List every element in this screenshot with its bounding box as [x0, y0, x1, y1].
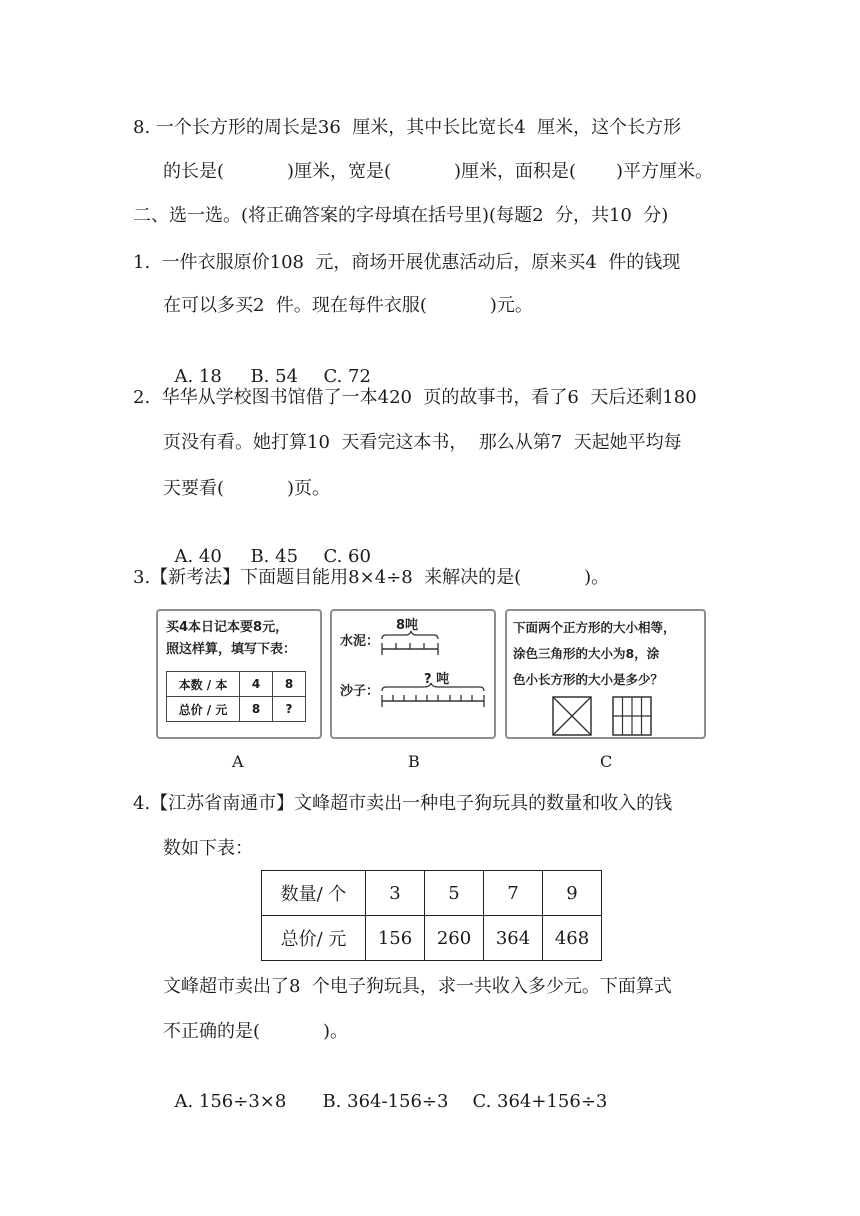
panel-b-row2-label: 沙子：	[340, 684, 380, 699]
table-cell: 3	[366, 871, 425, 916]
q8-line1: 8. 一个长方形的周长是36 厘米，其中长比宽长4 厘米，这个长方形	[133, 117, 682, 138]
panel-c-text1: 下面两个正方形的大小相等，	[513, 620, 676, 635]
table-cell: 7	[484, 871, 543, 916]
figure-label-a: A	[232, 752, 244, 771]
panel-a-table	[166, 671, 306, 722]
panel-a-text1: 买4本日记本要8元，	[166, 620, 289, 635]
q2-option-a: A. 40	[174, 546, 222, 567]
panel-a-cell: 总价 / 元	[167, 697, 240, 722]
q4-line2: 数如下表：	[163, 838, 253, 859]
figure-label-c: C	[600, 752, 613, 771]
q8-line2: 的长是( )厘米，宽是( )厘米，面积是( )平方厘米。	[163, 161, 714, 182]
table-cell: 364	[484, 916, 543, 961]
q1-option-c: C. 72	[323, 366, 371, 387]
q2-line2: 页没有看。她打算10 天看完这本书， 那么从第7 天起她平均每	[163, 432, 682, 453]
table-cell: 9	[543, 871, 602, 916]
q2-option-b: B. 45	[250, 546, 299, 567]
q4-option-b: B. 364-156÷3	[322, 1091, 449, 1112]
figure-label-b: B	[408, 752, 420, 771]
panel-a-cell: 8	[273, 672, 306, 697]
q4-line1: 4.【江苏省南通市】文峰超市卖出一种电子狗玩具的数量和收入的钱	[133, 793, 673, 814]
q3-line1: 3.【新考法】下面题目能用8×4÷8 来解决的是( )。	[133, 567, 610, 588]
table-header-quantity: 数量/ 个	[262, 871, 366, 916]
panel-b-row2-value: ? 吨	[424, 672, 450, 687]
q1-line2: 在可以多买2 件。现在每件衣服( )元。	[163, 295, 533, 316]
panel-c-text3: 色小长方形的大小是多少？	[513, 672, 664, 687]
q4-line4: 不正确的是( )。	[163, 1021, 348, 1042]
q4-option-a: A. 156÷3×8	[174, 1091, 287, 1112]
section2-title: 二、选一选。(将正确答案的字母填在括号里)(每题2 分，共10 分)	[133, 205, 669, 226]
figure-panel-c	[505, 609, 706, 739]
q4-line3: 文峰超市卖出了8 个电子狗玩具，求一共收入多少元。下面算式	[163, 976, 672, 997]
bar-model-diagram	[332, 611, 494, 737]
q4-option-c: C. 364+156÷3	[472, 1091, 608, 1112]
figure-panel-b	[330, 609, 496, 739]
panel-a-cell: ?	[273, 697, 306, 722]
panel-a-cell: 本数 / 本	[167, 672, 240, 697]
table-cell: 260	[425, 916, 484, 961]
q2-options	[163, 521, 371, 569]
panel-b-row1-label: 水泥：	[340, 634, 380, 649]
panel-a-cell: 4	[240, 672, 273, 697]
panel-a-text2: 照这样算，填写下表：	[166, 642, 297, 657]
q2-line1: 2. 华华从学校图书馆借了一本420 页的故事书，看了6 天后还剩180	[133, 387, 697, 408]
q4-options	[163, 1066, 607, 1114]
panel-b-row1-value: 8吨	[396, 618, 419, 633]
panel-c-text2: 涂色三角形的大小为8，涂	[513, 646, 660, 661]
table-row	[262, 871, 602, 916]
sales-table	[261, 870, 602, 961]
q1-option-a: A. 18	[174, 366, 222, 387]
panel-a-cell: 8	[240, 697, 273, 722]
q2-line3: 天要看( )页。	[163, 478, 330, 499]
table-cell: 468	[543, 916, 602, 961]
q1-line1: 1. 一件衣服原价108 元，商场开展优惠活动后，原来买4 件的钱现	[133, 252, 681, 273]
q1-option-b: B. 54	[250, 366, 299, 387]
squares-diagram	[507, 611, 704, 737]
q1-options	[163, 341, 371, 389]
figure-panel-a	[156, 609, 322, 739]
table-header-price: 总价/ 元	[262, 916, 366, 961]
table-cell: 5	[425, 871, 484, 916]
table-cell: 156	[366, 916, 425, 961]
table-row	[262, 916, 602, 961]
q2-option-c: C. 60	[323, 546, 371, 567]
